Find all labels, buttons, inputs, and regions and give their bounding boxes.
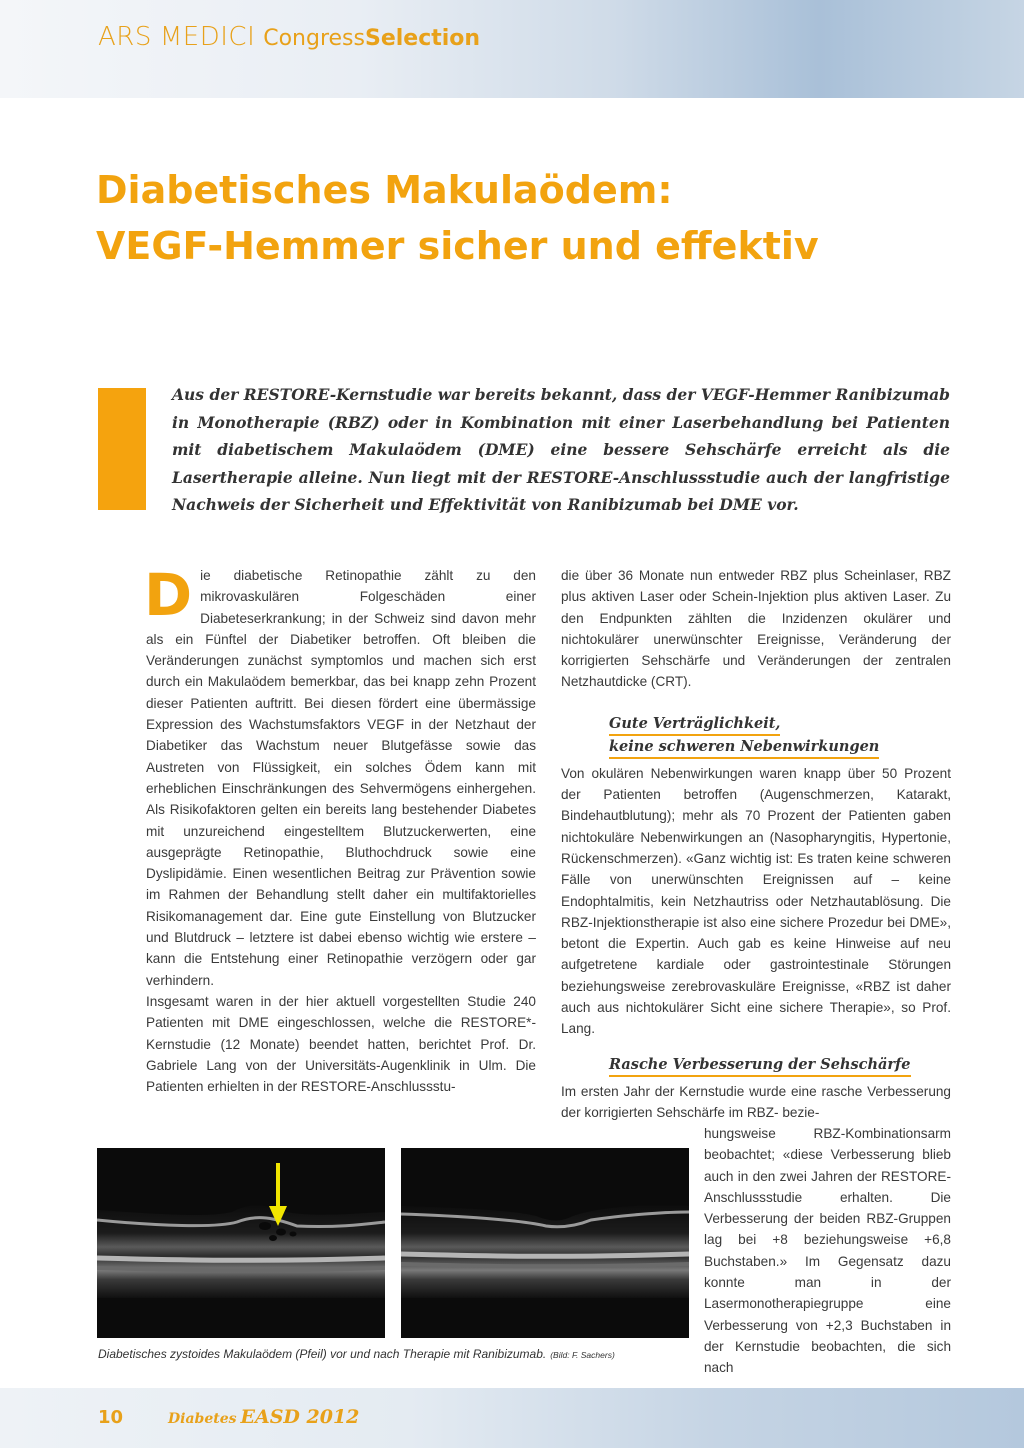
column-2-continuation: hungsweise RBZ-Kombinationsarm beobachtet; «diese Verbesserung blieb auch in den zwei Jahren der RESTORE-Anschlussstudie erhalten. Die Verbesserung der beiden RBZ-Gruppen lag bei +8 beziehungsweise +6,8 Buchstaben.» Im Gegensatz dazu konnte man in der Lasermonotherapiegruppe eine Verbesserung von +2,3 Buchstaben in der Kernstudie beobachten, die sich nach <box>704 1126 951 1376</box>
column-1 <box>144 561 536 1097</box>
title-line-1: Diabetisches Makulaödem: <box>96 168 673 212</box>
lead-paragraph: Aus der RESTORE-Kernstudie war bereits bekannt, dass der VEGF-Hemmer Ranibizumab in Monotherapie (RBZ) oder in Kombination mit einer Laserbehandlung bei Patienten mit diabetischem Makulaödem (DME) eine bessere Sehschärfe erreicht als die Lasertherapie alleine. Nun liegt mit der RESTORE-Anschlussstudie auch der langfristige Nachweis der Sicherheit und Effektivität von Ranibizumab bei DME vor. <box>172 385 950 515</box>
oct-scan-after-image <box>401 1148 689 1338</box>
brand-ars: ARS <box>98 22 152 52</box>
caption-text: Diabetisches zystoides Makulaödem (Pfeil) vor und nach Therapie mit Ranibizumab. <box>98 1347 547 1361</box>
col2-paragraph-3: Im ersten Jahr der Kernstudie wurde eine rasche Verbesserung der korrigierten Sehschärfe im RBZ- bezie- <box>561 1083 951 1120</box>
journal-big: EASD 2012 <box>240 1406 360 1428</box>
col1-paragraph-2: Insgesamt waren in der hier aktuell vorgestellten Studie 240 Patienten mit DME eingeschlossen, welche die RESTORE*-Kernstudie (12 Monate) beendet hatten, berichtet Prof. Dr. Gabriele Lang von der Universitäts-Augenklinik in Ulm. Die Patienten erhielten in der RESTORE-Anschlussstu- <box>146 993 536 1095</box>
article-title <box>96 162 956 274</box>
subheading-1-line-2: keine schweren Nebenwirkungen <box>609 736 879 759</box>
subheading-sehschaerfe <box>609 1054 911 1077</box>
journal-small: Diabetes <box>168 1411 237 1427</box>
header-band <box>0 0 1024 98</box>
footer-band <box>0 1388 1024 1448</box>
col2-paragraph-1: die über 36 Monate nun entweder RBZ plus Scheinlaser, RBZ plus aktiven Laser oder Schein-Injektion plus aktiven Laser. Zu den Endpunkten zählten die Inzidenzen okulärer und nichtokulärer unerwünschter Ereignisse, Veränderung der korrigierten Sehschärfe und Veränderungen der zentralen Netzhautdicke (CRT). <box>561 568 951 690</box>
ars-medici-logo <box>98 22 480 62</box>
col1-paragraph-1: ie diabetische Retinopathie zählt zu den mikrovaskulären Folgeschäden einer Diabeteserkrankung; in der Schweiz sind davon mehr als ein Fünftel der Diabetiker betroffen. Oft bleiben die Veränderungen zunächst symptomlos und machen sich erst durch ein Makulaödem bemerkbar, das bei knapp zehn Prozent dieser Patienten auftritt. Bei diesen fördert eine übermässige Expression des Wachstumsfaktors VEGF in der Netzhaut der Diabetiker das Wachstum neuer Blutgefässe sowie das Austreten von Flüssigkeit, ein solches Ödem kann mit erheblichen Einschränkungen des Sehvermögens einhergehen. Als Risikofaktoren gelten ein bereits lang bestehender Diabetes mit unzureichend eingestelltem Blutzuckerwerten, eine ausgeprägte Retinopathie, Bluthochdruck sowie eine Dyslipidämie. Einen wesentlichen Beitrag zur Prävention sowie im Rahmen der Behandlung stellt daher ein multifaktorielles Risikomanagement dar. Eine gute Einstellung von Blutzucker und Blutdruck – letztere ist dabei ebenso wichtig wie erstere – kann die Entstehung einer Retinopathie verzögern oder gar verhindern. <box>146 568 536 988</box>
brand-medici: MEDICI <box>159 22 256 52</box>
brand-selection: Selection <box>364 26 481 51</box>
brand-congress: Congress <box>263 26 365 51</box>
col2-paragraph-2: Von okulären Nebenwirkungen waren knapp über 50 Prozent der Patienten betroffen (Augenschmerzen, Katarakt, Bindehautblutung); mehr als 70 Prozent der Patienten gaben nichtokuläre Nebenwirkungen an (Nasopharyngitis, Hypertonie, Rückenschmerzen). «Ganz wichtig ist: Es traten keine schweren Fälle von unerwünschten Ereignissen auf – keine Endophtalmitis, kein Netzhautriss oder Netzhautablösung. Die RBZ-Injektionstherapie ist also eine sichere Prozedur bei DME», betont die Expertin. Auch gab es keine Hinweise auf neu aufgetretene kardiale oder gastrointestinale Störungen beziehungsweise zerebrovaskuläre Ereignisse, «RBZ ist daher auch aus nichtokulärer Sicht eine sichere Therapie», so Prof. Lang. <box>561 765 951 1037</box>
journal-name <box>168 1406 359 1428</box>
subheading-2: Rasche Verbesserung der Sehschärfe <box>609 1054 911 1077</box>
title-line-2: VEGF-Hemmer sicher und effektiv <box>96 224 819 268</box>
subheading-1-line-1: Gute Verträglichkeit, <box>609 713 780 736</box>
image-credit: (Bild: F. Sachers) <box>550 1350 615 1360</box>
drop-cap: D <box>144 561 193 629</box>
column-2 <box>561 565 951 1123</box>
oct-scan-before-image <box>97 1148 385 1338</box>
page-number: 10 <box>98 1407 124 1428</box>
subheading-vertraeglichkeit <box>609 713 879 759</box>
lead-accent-bar <box>98 388 146 510</box>
figure-caption <box>98 1347 698 1361</box>
